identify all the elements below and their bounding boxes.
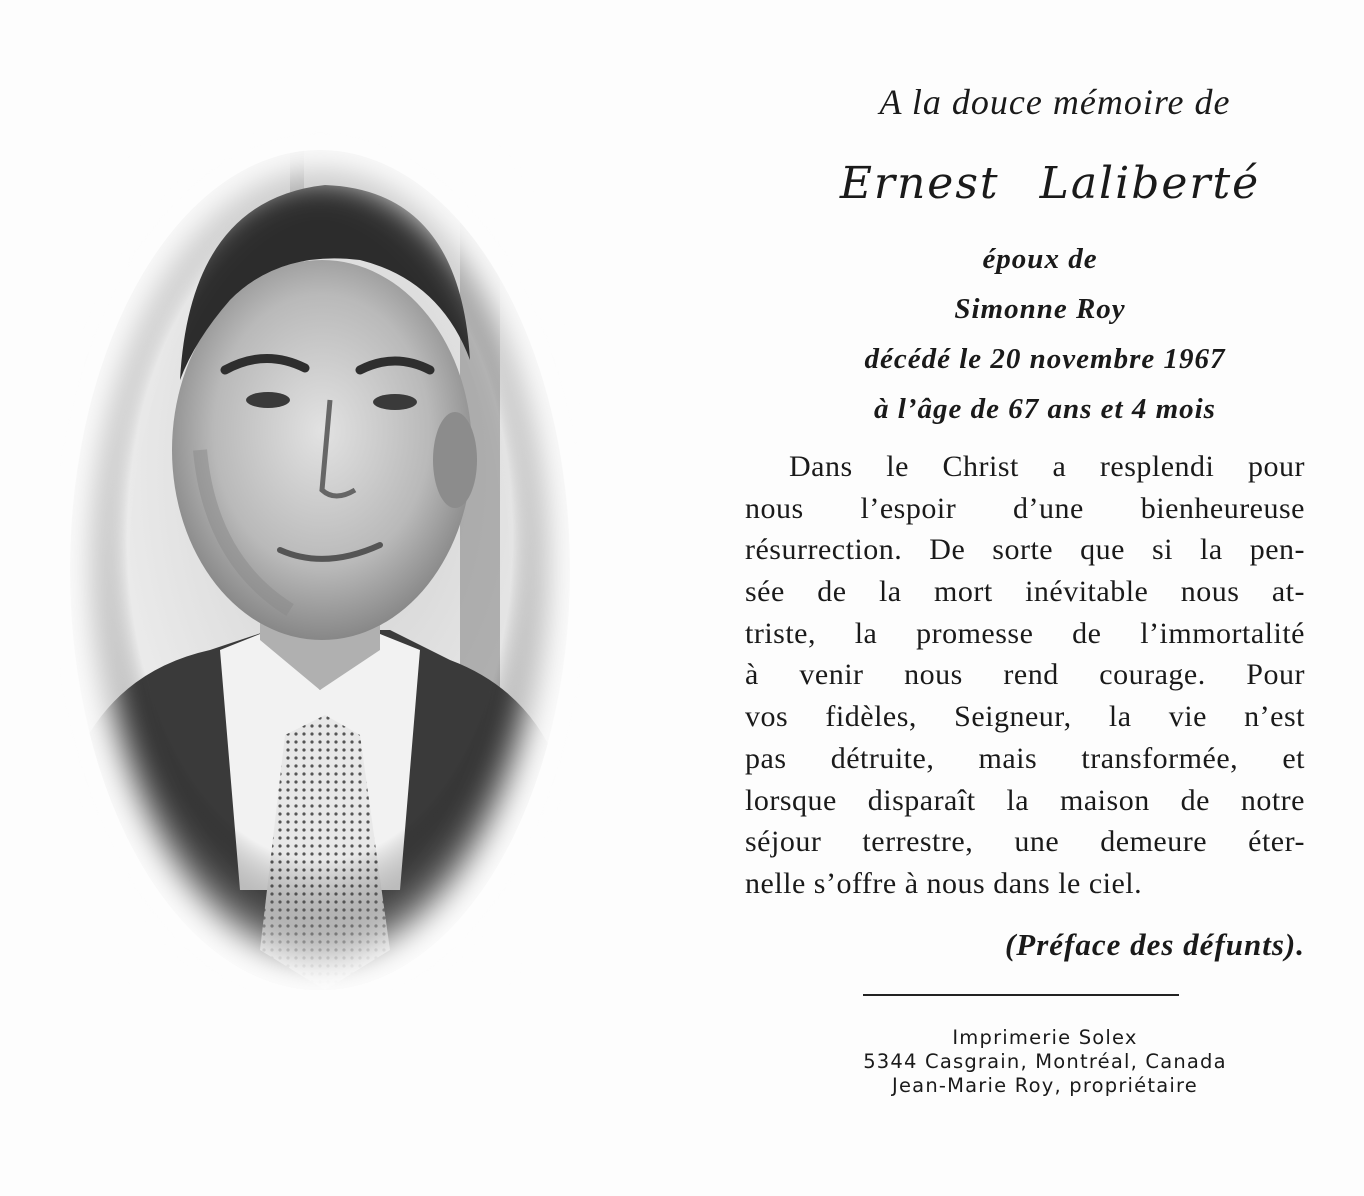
death-date: décédé le 20 novembre 1967: [864, 343, 1226, 375]
prayer-line: lorsque disparaît la maison de notre: [745, 783, 1305, 817]
intro-line: A la douce mémoire de: [879, 82, 1231, 122]
printer-credit: [785, 1026, 1305, 1098]
prayer-line: triste, la promesse de l’immortalité: [745, 616, 1305, 650]
divider-line: [863, 994, 1179, 996]
prayer-line: vos fidèles, Seigneur, la vie n’est: [745, 700, 1305, 734]
spouse-name: Simonne Roy: [954, 293, 1126, 325]
memorial-text: [745, 78, 1305, 1098]
portrait-photo: [60, 130, 580, 990]
spouse-label: époux de: [982, 243, 1098, 275]
age-at-death: à l’âge de 67 ans et 4 mois: [874, 393, 1216, 425]
prayer-line: à venir nous rend courage. Pour: [745, 658, 1305, 692]
prayer-line: nous l’espoir d’une bienheureuse: [745, 491, 1305, 525]
last-name: Laliberté: [1039, 158, 1261, 209]
prayer-line: Dans le Christ a resplendi pour: [789, 450, 1305, 483]
printer-name: Imprimerie Solex: [952, 1025, 1138, 1049]
prayer-line: nelle s’offre à nous dans le ciel.: [745, 866, 1143, 900]
prayer-text: [745, 446, 1305, 905]
prayer-source: (Préface des défunts).: [1004, 926, 1305, 962]
printer-address: 5344 Casgrain, Montréal, Canada: [863, 1049, 1227, 1073]
printer-owner: Jean-Marie Roy, propriétaire: [892, 1073, 1198, 1097]
first-name: Ernest: [839, 158, 1000, 209]
prayer-line: pas détruite, mais transformée, et: [745, 741, 1305, 775]
prayer-line: sée de la mort inévitable nous at-: [745, 575, 1305, 609]
prayer-line: résurrection. De sorte que si la pen-: [745, 533, 1305, 567]
prayer-line: séjour terrestre, une demeure éter-: [745, 825, 1305, 859]
deceased-name: [795, 154, 1305, 214]
